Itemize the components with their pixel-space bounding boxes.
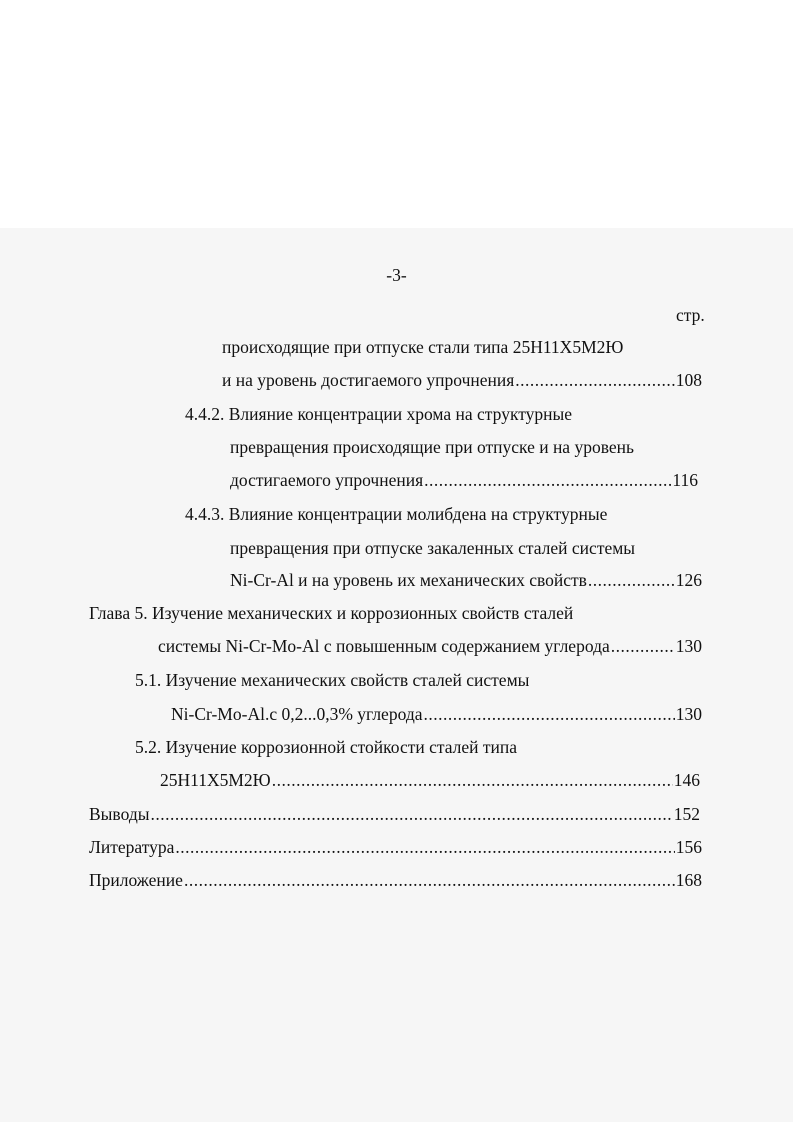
toc-line: превращения происходящие при отпуске и на уровень xyxy=(230,437,634,457)
toc-line: превращения при отпуске закаленных сталей системы xyxy=(230,538,636,558)
toc-line xyxy=(222,368,702,392)
toc-line: происходящие при отпуске стали типа 25Н11Х5М2Ю xyxy=(222,337,624,357)
toc-line xyxy=(230,468,698,492)
toc-line-text: Ni-Cr-Al и на уровень их механических свойств xyxy=(230,570,587,590)
leader-dots xyxy=(424,468,671,492)
leader-dots xyxy=(588,568,675,592)
page-number: -3- xyxy=(386,265,407,285)
toc-line: 4.4.3. Влияние концентрации молибдена на структурные xyxy=(185,504,608,524)
page-column-label: стр. xyxy=(676,305,705,325)
toc-line-text: системы Ni-Cr-Mo-Al с повышенным содержанием углерода xyxy=(158,636,610,656)
toc-page-number: 146 xyxy=(673,770,700,790)
toc-line: 5.1. Изучение механических свойств сталей системы xyxy=(135,670,530,690)
leader-dots xyxy=(424,702,675,726)
toc-line-text: достигаемого упрочнения xyxy=(230,470,424,490)
toc-page-number: 152 xyxy=(673,804,700,824)
toc-line-text: Литература xyxy=(89,837,175,857)
toc-chapter-line: Глава 5. Изучение механических и коррозионных свойств сталей xyxy=(89,603,574,623)
leader-dots xyxy=(272,768,673,792)
toc-line xyxy=(158,634,702,658)
toc-line-text: Ni-Cr-Mo-Al.с 0,2...0,3% углерода xyxy=(171,704,423,724)
toc-page-number: 130 xyxy=(675,704,702,724)
leader-dots xyxy=(611,634,675,658)
toc-line: 4.4.2. Влияние концентрации хрома на структурные xyxy=(185,404,573,424)
leader-dots xyxy=(150,802,672,826)
leader-dots xyxy=(515,368,674,392)
toc-line-text: Приложение xyxy=(89,870,183,890)
toc-line xyxy=(89,802,700,826)
toc-line xyxy=(89,835,702,859)
toc-page-number: 130 xyxy=(675,636,702,656)
toc-line-text: и на уровень достигаемого упрочнения xyxy=(222,370,515,390)
toc-line-text: Выводы xyxy=(89,804,150,824)
toc-line-text: 25Н11Х5М2Ю xyxy=(160,770,271,790)
leader-dots xyxy=(184,868,675,892)
toc-line: 5.2. Изучение коррозионной стойкости сталей типа xyxy=(135,737,518,757)
toc-page-number: 126 xyxy=(675,570,702,590)
toc-line xyxy=(89,868,702,892)
toc-line xyxy=(171,702,702,726)
toc-page-number: 156 xyxy=(675,837,702,857)
toc-line xyxy=(160,768,700,792)
toc-page-number: 108 xyxy=(675,370,702,390)
leader-dots xyxy=(175,835,674,859)
toc-line xyxy=(230,568,702,592)
toc-page-number: 168 xyxy=(675,870,702,890)
toc-page-number: 116 xyxy=(672,470,698,490)
